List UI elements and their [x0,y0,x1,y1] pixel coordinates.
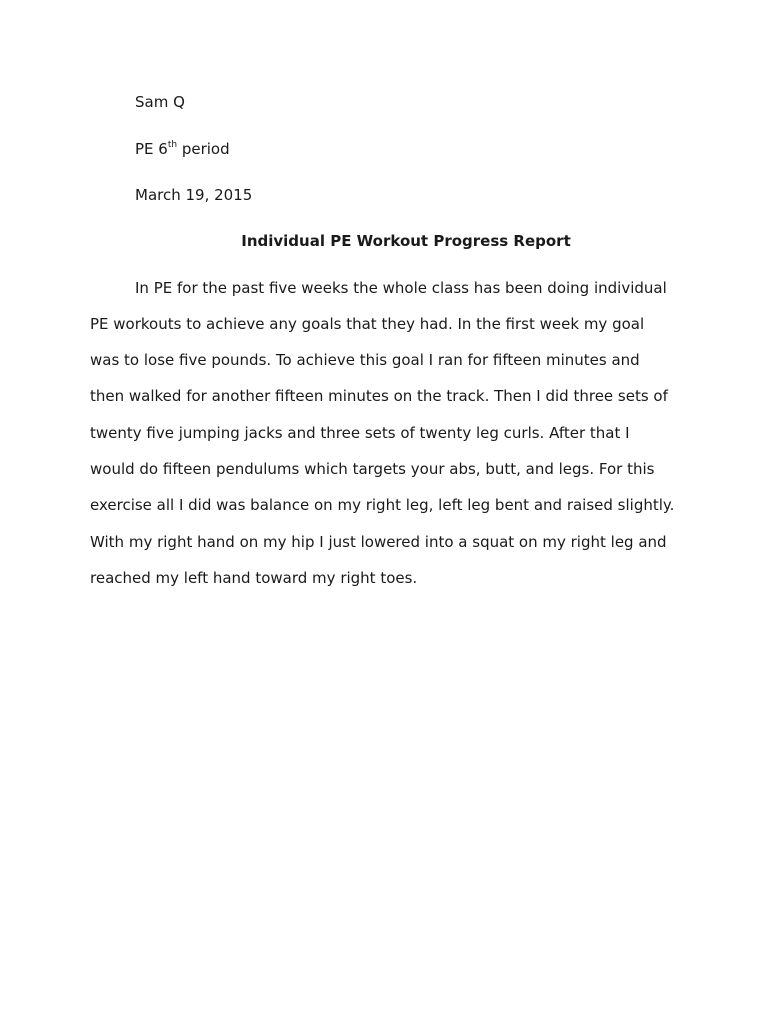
author-name: Sam Q [135,93,185,111]
paragraph-line: exercise all I did was balance on my right leg, left leg bent and raised slightly. [90,496,675,514]
class-suffix: period [177,140,230,158]
class-prefix: PE 6 [135,140,168,158]
paragraph-line: With my right hand on my hip I just lowered into a squat on my right leg and [90,533,667,551]
class-period [135,139,230,159]
paragraph-line: twenty five jumping jacks and three sets of twenty leg curls. After that I [90,424,630,442]
paragraph-line: PE workouts to achieve any goals that they had. In the first week my goal [90,315,645,333]
paragraph-line: was to lose five pounds. To achieve this goal I ran for fifteen minutes and [90,351,640,369]
class-superscript: th [167,140,178,150]
paragraph-line: then walked for another fifteen minutes on the track. Then I did three sets of [90,387,668,405]
paragraph-line: In PE for the past five weeks the whole class has been doing individual [135,279,667,297]
paragraph-line: would do fifteen pendulums which targets your abs, butt, and legs. For this [90,460,655,478]
paragraph-line: reached my left hand toward my right toes. [90,569,418,587]
document-title: Individual PE Workout Progress Report [241,232,571,250]
document-date: March 19, 2015 [135,186,253,204]
